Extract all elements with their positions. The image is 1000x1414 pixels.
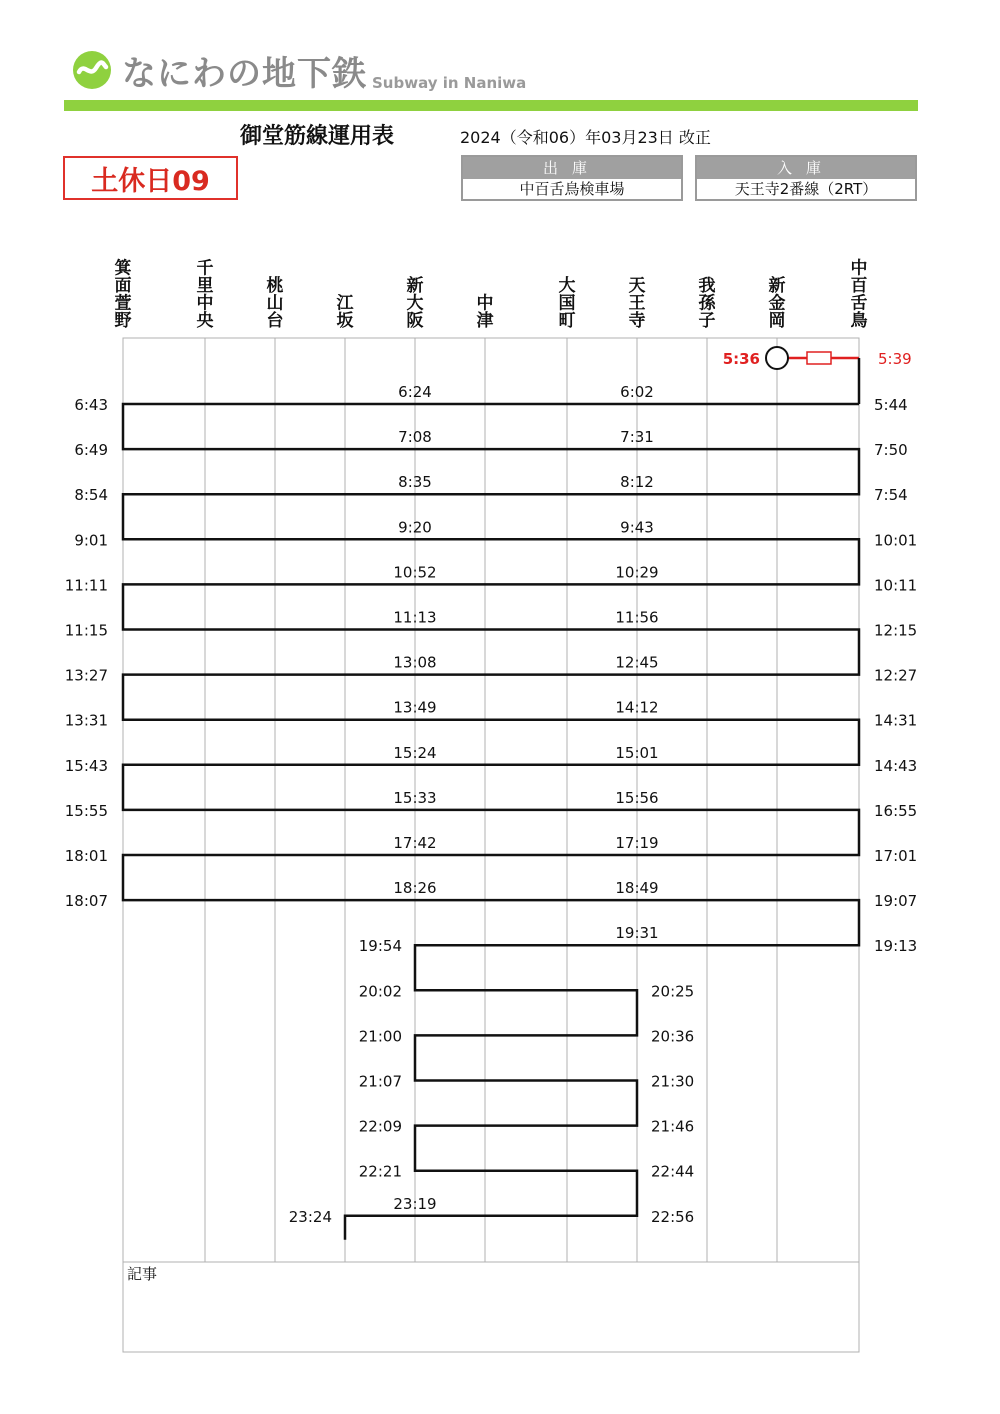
- diagram-frame: [123, 338, 859, 1352]
- station-name-char: 町: [558, 311, 576, 331]
- pass-time-shin-osaka: 10:52: [393, 563, 437, 582]
- arrival-time-nakamozu: 10:01: [874, 531, 918, 550]
- shuttle-time-tennoji: 22:56: [651, 1207, 695, 1226]
- station-name-char: 岡: [768, 311, 786, 331]
- station-name-char: 大: [406, 293, 424, 314]
- shuttle-time-shin-osaka: 19:54: [358, 937, 402, 956]
- pass-time-tennoji: 14:12: [615, 698, 659, 717]
- arrival-time-mino-kayano: 18:07: [64, 892, 108, 911]
- station-name-char: 大: [558, 276, 576, 296]
- station-name-char: 坂: [336, 311, 354, 331]
- station-name-char: 鳥: [850, 311, 868, 331]
- brand-subtitle: Subway in Naniwa: [372, 74, 527, 92]
- station-name-char: 里: [196, 276, 214, 296]
- arrival-time-nakamozu: 19:13: [874, 937, 918, 956]
- station-name-char: 舌: [850, 293, 868, 314]
- station-name-char: 新: [768, 276, 786, 296]
- pass-time-shin-osaka: 18:26: [393, 879, 437, 898]
- depot-in-value: 天王寺2番線（2RT）: [734, 180, 878, 198]
- pass-time-shin-osaka: 13:08: [393, 653, 437, 672]
- station-name-char: 寺: [628, 311, 646, 331]
- arrival-time-mino-kayano: 13:27: [64, 666, 108, 685]
- shuttle-time-shin-osaka: 22:21: [358, 1162, 402, 1181]
- depot-out-start-time: 5:36: [722, 350, 760, 368]
- arrival-time-nakamozu: 12:15: [874, 621, 918, 640]
- arrival-time-mino-kayano: 11:11: [64, 576, 108, 595]
- arrival-time-nakamozu: 19:07: [874, 892, 918, 911]
- arrival-time-mino-kayano: 13:31: [64, 711, 108, 730]
- final-pass-time: 23:19: [393, 1194, 437, 1213]
- pass-time-tennoji: 17:19: [615, 834, 659, 852]
- station-name-char: 千: [196, 258, 214, 279]
- depot-out-label: 出庫: [463, 157, 681, 179]
- pass-time-tennoji: 11:56: [615, 608, 659, 627]
- pass-time-tennoji: 18:49: [615, 879, 659, 898]
- station-name-char: 王: [628, 293, 646, 314]
- station-name-char: 国: [558, 293, 576, 314]
- station-name-char: 孫: [698, 293, 716, 314]
- station-name-char: 阪: [406, 311, 424, 331]
- station-name-char: 山: [266, 293, 284, 314]
- arrival-time-mino-kayano: 6:43: [74, 396, 108, 414]
- pass-time-tennoji: 12:45: [615, 653, 659, 672]
- depot-train-icon: [807, 352, 831, 364]
- station-name-char: 我: [698, 276, 716, 296]
- pass-time-tennoji: 7:31: [620, 428, 654, 447]
- station-name-char: 野: [114, 311, 132, 331]
- pass-time-shin-osaka: 13:49: [393, 698, 437, 717]
- arrival-time-mino-kayano: 18:01: [64, 847, 108, 865]
- shuttle-time-tennoji: 21:46: [651, 1117, 695, 1136]
- pass-time-tennoji: 15:56: [615, 788, 659, 807]
- brand-name: なにわの地下鉄: [122, 54, 367, 94]
- arrival-time-nakamozu: 16:55: [874, 801, 918, 820]
- depot-out-value: 中百舌鳥検車場: [519, 180, 625, 198]
- station-name-char: 子: [698, 311, 716, 331]
- station-name-char: 桃: [266, 276, 284, 296]
- depot-out-arrive-time: 5:39: [878, 350, 912, 368]
- arrival-time-mino-kayano: 6:49: [74, 441, 108, 460]
- arrival-time-mino-kayano: 15:43: [64, 756, 108, 775]
- arrival-time-nakamozu: 10:11: [874, 576, 918, 595]
- station-name-char: 中: [196, 293, 214, 314]
- station-name-char: 箕: [114, 258, 132, 279]
- pass-time-tennoji: 19:31: [615, 924, 659, 943]
- pass-time-shin-osaka: 15:24: [393, 743, 437, 762]
- pass-time-shin-osaka: 17:42: [393, 834, 437, 852]
- pass-time-shin-osaka: 8:35: [398, 473, 432, 492]
- station-name-char: 金: [768, 293, 786, 314]
- arrival-time-nakamozu: 12:27: [874, 666, 918, 685]
- pass-time-tennoji: 9:43: [620, 518, 654, 537]
- station-name-char: 中: [850, 258, 868, 279]
- pass-time-tennoji: 15:01: [615, 743, 659, 762]
- pass-time-shin-osaka: 7:08: [398, 428, 432, 447]
- pass-time-shin-osaka: 6:24: [398, 383, 432, 401]
- arrival-time-nakamozu: 14:31: [874, 711, 918, 730]
- arrival-time-nakamozu: 7:54: [874, 486, 908, 505]
- notes-label: 記事: [127, 1265, 158, 1283]
- shuttle-time-shin-osaka: 21:00: [358, 1027, 402, 1046]
- depot-in-label: 入庫: [697, 157, 915, 179]
- depot-start-icon: [766, 347, 788, 369]
- shuttle-time-shin-osaka: 20:02: [358, 982, 402, 1001]
- shuttle-time-tennoji: 22:44: [651, 1162, 695, 1181]
- pass-time-shin-osaka: 11:13: [393, 608, 437, 627]
- station-name-char: 新: [406, 276, 424, 296]
- operation-route-line: [123, 404, 859, 1240]
- shuttle-time-tennoji: 21:30: [651, 1072, 695, 1091]
- station-name-char: 萱: [114, 293, 132, 314]
- arrival-time-mino-kayano: 15:55: [64, 801, 108, 820]
- shuttle-time-tennoji: 20:36: [651, 1027, 695, 1046]
- arrival-time-nakamozu: 14:43: [874, 756, 918, 775]
- station-name-char: 江: [336, 293, 354, 314]
- station-name-char: 台: [266, 311, 284, 331]
- arrival-time-mino-kayano: 8:54: [74, 486, 108, 505]
- pass-time-shin-osaka: 9:20: [398, 518, 432, 537]
- station-name-char: 央: [196, 311, 214, 331]
- pass-time-tennoji: 6:02: [620, 383, 654, 401]
- document-title: 御堂筋線運用表: [240, 124, 395, 149]
- operation-number-badge: 土休日09: [63, 156, 238, 200]
- arrival-time-mino-kayano: 9:01: [74, 531, 108, 550]
- arrival-time-mino-kayano: 11:15: [64, 621, 108, 640]
- station-name-char: 中: [476, 293, 494, 314]
- station-name-char: 面: [114, 276, 132, 296]
- shuttle-time-shin-osaka: 21:07: [358, 1072, 402, 1091]
- station-name-char: 津: [476, 311, 494, 331]
- shuttle-time-shin-osaka: 22:09: [358, 1117, 402, 1136]
- shuttle-time-tennoji: 20:25: [651, 982, 695, 1001]
- pass-time-tennoji: 8:12: [620, 473, 654, 492]
- revision-date: 2024（令和06）年03月23日 改正: [460, 128, 711, 147]
- station-name-char: 百: [850, 276, 868, 296]
- pass-time-shin-osaka: 15:33: [393, 788, 437, 807]
- pass-time-tennoji: 10:29: [615, 563, 659, 582]
- arrival-time-nakamozu: 7:50: [874, 441, 908, 460]
- final-end-time: 23:24: [288, 1207, 332, 1226]
- arrival-time-nakamozu: 5:44: [874, 396, 908, 414]
- arrival-time-nakamozu: 17:01: [874, 847, 918, 865]
- station-name-char: 天: [628, 276, 646, 296]
